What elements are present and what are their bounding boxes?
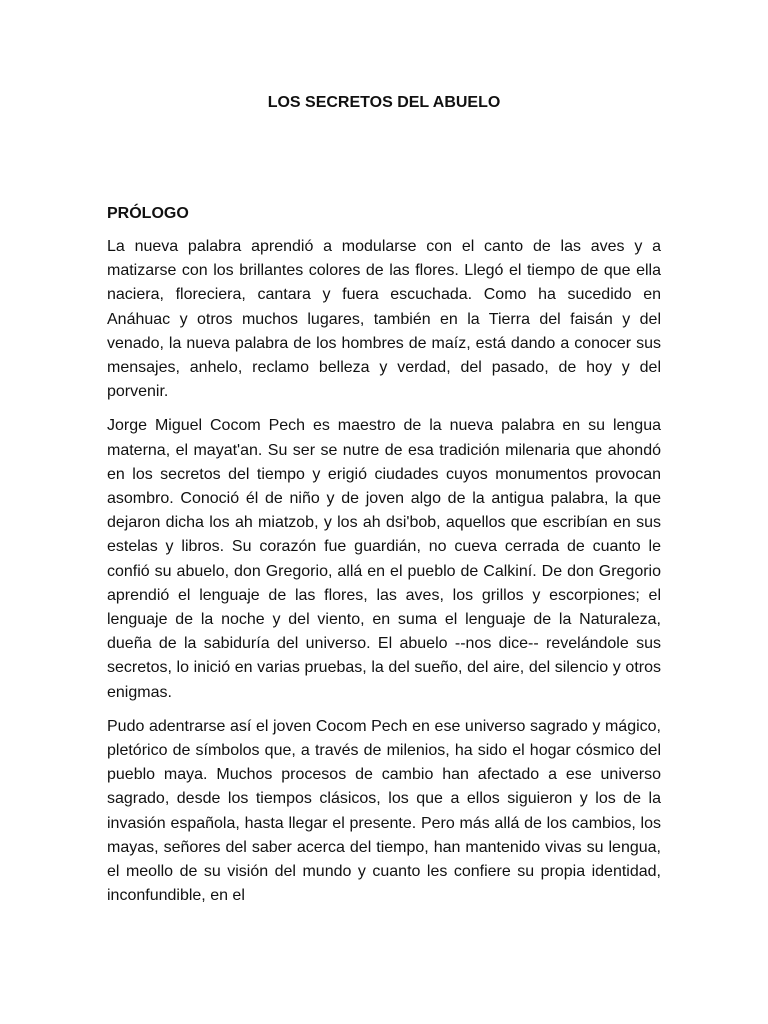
document-body	[107, 202, 661, 918]
paragraph: Jorge Miguel Cocom Pech es maestro de la nueva palabra en su lengua materna, el mayat'an. Su ser se nutre de esa tradición milenaria que ahondó en los secretos del tiempo y erigió ciudades cuyos monumentos provocan asombro. Conoció él de niño y de joven algo de la antigua palabra, la que dejaron dicha los ah miatzob, y los ah dsi'bob, aquellos que escribían en sus estelas y libros. Su corazón fue guardián, no cueva cerrada de cuanto le confió su abuelo, don Gregorio, allá en el pueblo de Calkiní. De don Gregorio aprendió el lenguaje de las flores, las aves, los grillos y escorpiones; el lenguaje de la noche y del viento, en suma el lenguaje de la Naturaleza, dueña de la sabiduría del universo. El abuelo --nos dice-- revelándole sus secretos, lo inició en varias pruebas, la del sueño, del aire, del silencio y otros enigmas.	[107, 417, 661, 701]
section-heading: PRÓLOGO	[107, 205, 189, 222]
paragraph: Pudo adentrarse así el joven Cocom Pech en ese universo sagrado y mágico, pletórico de símbolos que, a través de milenios, ha sido el hogar cósmico del pueblo maya. Muchos procesos de cambio han afectado a ese universo sagrado, desde los tiempos clásicos, los que a ellos siguieron y los de la invasión española, hasta llegar el presente. Pero más allá de los cambios, los mayas, señores del saber acerca del tiempo, han mantenido vivas su lengua, el meollo de su visión del mundo y cuanto les confiere su propia identidad, inconfundible, en el	[107, 717, 661, 905]
document-title: LOS SECRETOS DEL ABUELO	[267, 94, 501, 111]
paragraph: La nueva palabra aprendió a modularse con el canto de las aves y a matizarse con los brillantes colores de las flores. Llegó el tiempo de que ella naciera, floreciera, cantara y fuera escuchada. Como ha sucedido en Anáhuac y otros muchos lugares, también en la Tierra del faisán y del venado, la nueva palabra de los hombres de maíz, está dando a conocer sus mensajes, anhelo, reclamo belleza y verdad, del pasado, de hoy y del porvenir.	[107, 238, 661, 401]
